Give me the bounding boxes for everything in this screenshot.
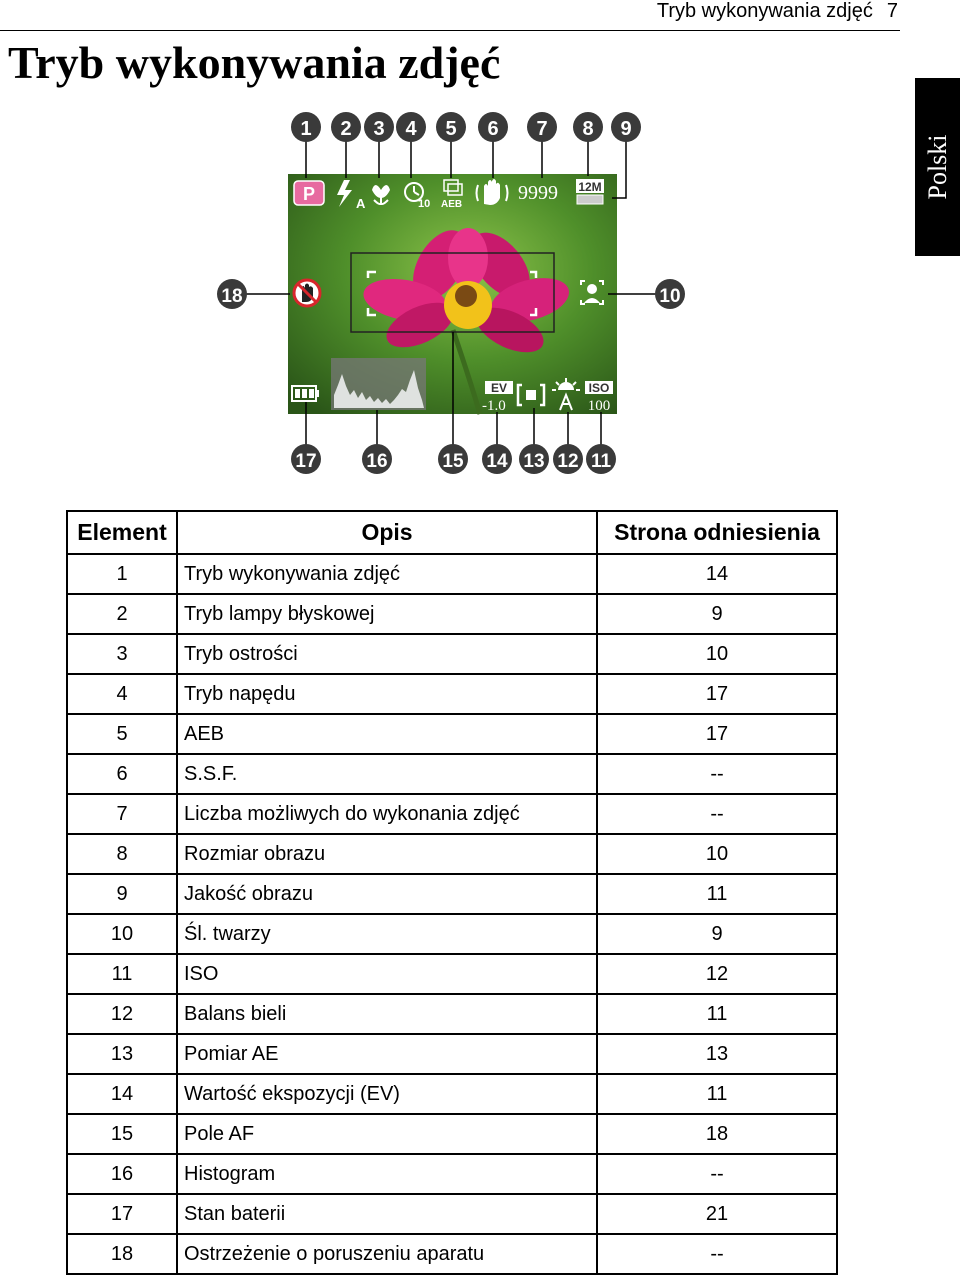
cell-element: 7: [67, 794, 177, 834]
svg-text:10: 10: [418, 198, 431, 210]
cell-page: --: [597, 1234, 837, 1274]
cell-element: 15: [67, 1114, 177, 1154]
table-row: [67, 914, 837, 954]
callout-15: 15: [442, 451, 464, 472]
table-row: [67, 1154, 837, 1194]
cell-element: 9: [67, 874, 177, 914]
cell-description: Tryb ostrości: [177, 634, 597, 674]
table-row: [67, 954, 837, 994]
callout-7: 7: [536, 118, 548, 140]
cell-element: 1: [67, 554, 177, 594]
cell-description: Histogram: [177, 1154, 597, 1194]
table-row: [67, 1034, 837, 1074]
cell-description: Tryb lampy błyskowej: [177, 594, 597, 634]
image-size-icon: [576, 179, 604, 204]
table-row: [67, 994, 837, 1034]
callouts-bottom: [291, 444, 616, 474]
table-row: [67, 714, 837, 754]
cell-page: 17: [597, 674, 837, 714]
cell-page: --: [597, 1154, 837, 1194]
cell-page: 11: [597, 994, 837, 1034]
callout-2: 2: [340, 118, 352, 140]
cell-page: 9: [597, 594, 837, 634]
histogram: [331, 358, 426, 410]
callouts-top: [291, 112, 641, 142]
svg-text:EV: EV: [490, 381, 508, 395]
cell-page: 12: [597, 954, 837, 994]
cell-element: 13: [67, 1034, 177, 1074]
cell-element: 2: [67, 594, 177, 634]
svg-text:ISO: ISO: [588, 381, 610, 395]
cell-description: Tryb wykonywania zdjęć: [177, 554, 597, 594]
cell-description: Stan baterii: [177, 1194, 597, 1234]
cell-page: 11: [597, 874, 837, 914]
callout-6: 6: [487, 118, 499, 140]
table-row: [67, 794, 837, 834]
cell-element: 11: [67, 954, 177, 994]
cell-element: 18: [67, 1234, 177, 1274]
iso-indicator: [585, 381, 613, 414]
cell-description: Rozmiar obrazu: [177, 834, 597, 874]
cell-element: 17: [67, 1194, 177, 1234]
page-title: Tryb wykonywania zdjęć: [8, 37, 501, 88]
shots-remaining: 9999: [518, 182, 558, 204]
column-header-page: Strona odniesienia: [597, 511, 837, 554]
callout-18: 18: [221, 286, 243, 307]
callout-5: 5: [445, 118, 457, 140]
svg-text:12M: 12M: [578, 180, 602, 194]
table-row: [67, 1114, 837, 1154]
cell-description: Wartość ekspozycji (EV): [177, 1074, 597, 1114]
cell-description: Balans bieli: [177, 994, 597, 1034]
callout-14: 14: [486, 451, 508, 472]
cell-page: 13: [597, 1034, 837, 1074]
page-number: 7: [886, 0, 898, 22]
cell-element: 4: [67, 674, 177, 714]
callout-13: 13: [523, 451, 545, 472]
cell-element: 10: [67, 914, 177, 954]
callout-17: 17: [295, 451, 317, 472]
table-row: [67, 674, 837, 714]
table-row: [67, 834, 837, 874]
callout-3: 3: [373, 118, 385, 140]
cell-description: ISO: [177, 954, 597, 994]
callout-4: 4: [405, 118, 417, 140]
table-row: [67, 754, 837, 794]
shake-warning-icon: [294, 280, 320, 306]
table-row: [67, 554, 837, 594]
cell-description: Śl. twarzy: [177, 914, 597, 954]
table-header-row: [67, 511, 837, 554]
camera-screen-diagram: [0, 0, 960, 500]
callout-1: 1: [300, 118, 312, 140]
cell-page: 9: [597, 914, 837, 954]
cell-page: 18: [597, 1114, 837, 1154]
cell-page: 14: [597, 554, 837, 594]
cell-page: --: [597, 794, 837, 834]
cell-page: 11: [597, 1074, 837, 1114]
cell-element: 12: [67, 994, 177, 1034]
cell-description: S.S.F.: [177, 754, 597, 794]
callout-12: 12: [557, 451, 579, 472]
reference-table: [66, 510, 838, 1275]
cell-element: 6: [67, 754, 177, 794]
cell-element: 5: [67, 714, 177, 754]
column-header-description: Opis: [177, 511, 597, 554]
mode-letter: P: [302, 184, 316, 204]
callout-8: 8: [582, 118, 594, 140]
callout-11: 11: [590, 451, 612, 472]
cell-page: 21: [597, 1194, 837, 1234]
cell-page: 10: [597, 634, 837, 674]
table-row: [67, 1074, 837, 1114]
table-row: [67, 1194, 837, 1234]
svg-text:100: 100: [587, 398, 611, 414]
diagram-svg: [0, 0, 960, 500]
cell-description: AEB: [177, 714, 597, 754]
cell-element: 3: [67, 634, 177, 674]
svg-text:A: A: [356, 196, 366, 211]
cell-element: 14: [67, 1074, 177, 1114]
cell-description: Pomiar AE: [177, 1034, 597, 1074]
table-row: [67, 1234, 837, 1274]
callout-10: 10: [659, 286, 681, 307]
cell-description: Liczba możliwych do wykonania zdjęć: [177, 794, 597, 834]
cell-element: 8: [67, 834, 177, 874]
svg-text:AEB: AEB: [441, 199, 463, 210]
cell-description: Jakość obrazu: [177, 874, 597, 914]
language-tab-label: Polski: [922, 134, 952, 200]
cell-page: 17: [597, 714, 837, 754]
callout-16: 16: [366, 451, 388, 472]
cell-description: Tryb napędu: [177, 674, 597, 714]
table-row: [67, 594, 837, 634]
callout-9: 9: [620, 118, 632, 140]
cell-page: --: [597, 754, 837, 794]
cell-page: 10: [597, 834, 837, 874]
cell-description: Ostrzeżenie o poruszeniu aparatu: [177, 1234, 597, 1274]
svg-text:-1.0: -1.0: [482, 398, 506, 414]
cell-element: 16: [67, 1154, 177, 1194]
column-header-element: Element: [67, 511, 177, 554]
table-row: [67, 874, 837, 914]
table-row: [67, 634, 837, 674]
running-title: Tryb wykonywania zdjęć: [656, 0, 873, 22]
cell-description: Pole AF: [177, 1114, 597, 1154]
